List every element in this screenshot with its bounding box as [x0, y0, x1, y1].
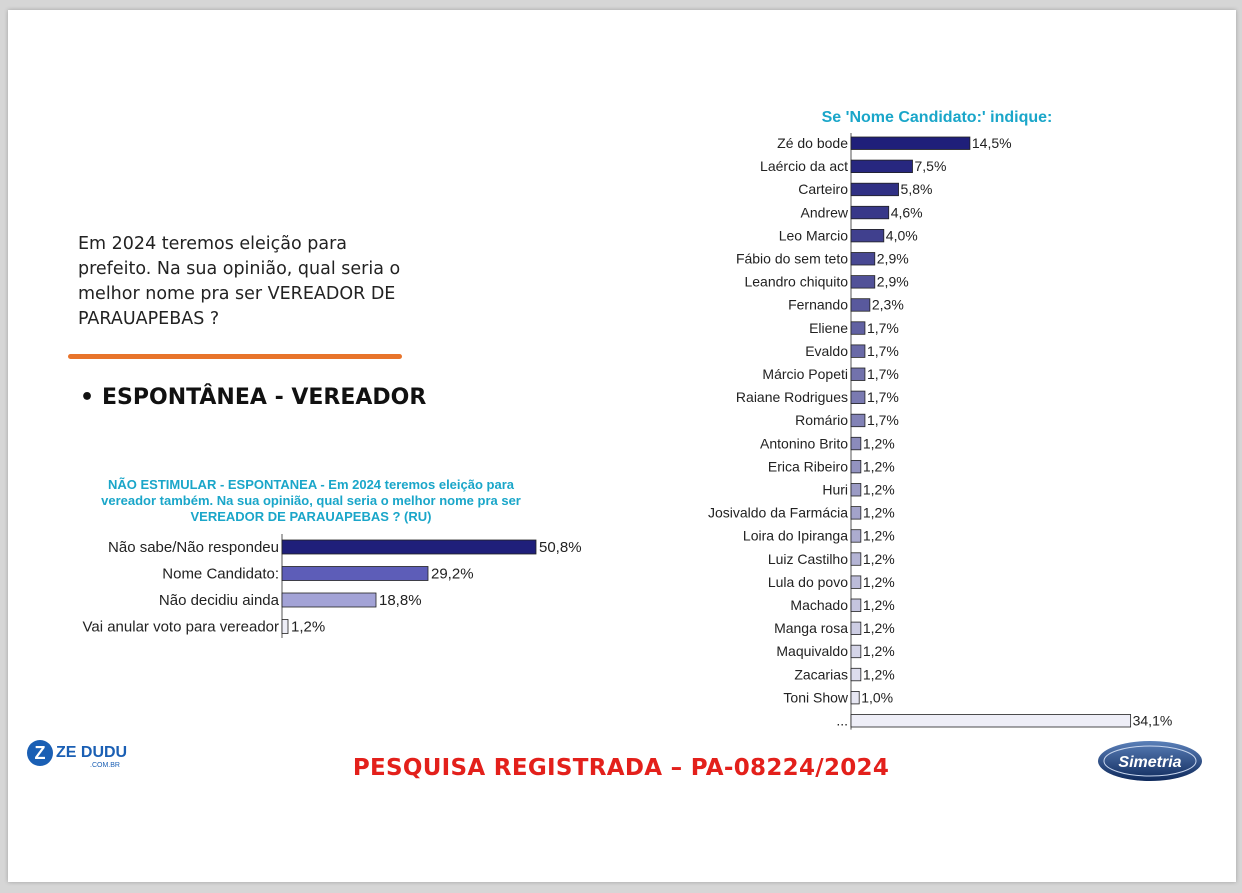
value-label: 1,2%: [862, 643, 895, 660]
bar: [851, 484, 861, 497]
chart-title: Se 'Nome Candidato:' indique:: [821, 109, 1053, 126]
category-label: Loira do Ipiranga: [742, 527, 848, 544]
value-label: 1,7%: [866, 319, 899, 336]
category-label: ...: [836, 712, 848, 729]
category-label: Márcio Popeti: [762, 366, 848, 382]
chart-spontaneous: [30, 472, 630, 642]
value-label: 1,2%: [862, 504, 895, 521]
bar: [851, 368, 865, 381]
value-label: 1,2%: [862, 620, 895, 637]
bar: [851, 183, 899, 196]
value-label: 2,3%: [871, 296, 904, 313]
bar: [282, 540, 536, 554]
value-label: 1,2%: [862, 666, 895, 683]
category-label: Nome Candidato:: [162, 565, 279, 583]
bar: [851, 229, 884, 242]
bar: [851, 137, 970, 150]
bar: [851, 437, 861, 450]
value-label: 1,7%: [866, 412, 899, 429]
category-label: Carteiro: [798, 181, 848, 198]
value-label: 5,8%: [900, 181, 933, 198]
bar: [851, 507, 861, 519]
category-label: Huri: [822, 481, 848, 498]
value-label: 1,2%: [862, 550, 895, 567]
bar: [282, 620, 288, 634]
category-label: Leo Marcio: [778, 227, 848, 244]
category-label: Vai anular voto para vereador: [82, 618, 279, 636]
bar: [851, 299, 870, 312]
category-label: Lula do povo: [767, 573, 848, 590]
value-label: 4,0%: [885, 227, 918, 244]
chart-candidates: [660, 100, 1220, 740]
footer-registration: PESQUISA REGISTRADA – PA-08224/2024: [352, 755, 890, 781]
category-label: Maquivaldo: [776, 643, 848, 660]
category-label: Fábio do sem teto: [735, 250, 848, 267]
value-label: 4,6%: [890, 204, 923, 221]
category-label: Andrew: [800, 204, 848, 221]
category-label: Eliene: [809, 319, 848, 336]
category-label: Laércio da act: [760, 158, 848, 175]
bar: [851, 715, 1131, 728]
value-label: 1,7%: [866, 342, 899, 359]
bar: [851, 322, 865, 335]
category-label: Romário: [795, 412, 848, 429]
value-label: 2,9%: [876, 273, 909, 290]
value-label: 1,2%: [862, 481, 895, 498]
bar: [851, 414, 865, 427]
category-label: Erica Ribeiro: [767, 458, 848, 475]
category-label: Zé do bode: [777, 135, 848, 151]
value-label: 1,7%: [866, 389, 899, 406]
category-label: Josivaldo da Farmácia: [707, 504, 848, 521]
section-label: ESPONTÂNEA - VEREADOR: [102, 385, 427, 410]
bar: [282, 567, 428, 581]
value-label: 1,2%: [862, 573, 895, 590]
chart-title-line: NÃO ESTIMULAR - ESPONTANEA - Em 2024 teremos eleição para: [108, 477, 514, 492]
simetria-text: Simetria: [1118, 754, 1182, 771]
bar: [851, 206, 889, 219]
value-label: 2,9%: [876, 250, 909, 267]
value-label: 1,2%: [862, 597, 895, 613]
bar: [851, 645, 861, 658]
zedudu-text: ZE DUDU: [56, 744, 128, 761]
bar: [851, 691, 859, 704]
value-label: 14,5%: [971, 135, 1012, 151]
bar: [851, 553, 861, 566]
bar: [851, 599, 861, 612]
value-label: 1,2%: [291, 618, 326, 636]
value-label: 7,5%: [914, 158, 947, 175]
bar: [851, 622, 861, 635]
chart-title-line: VEREADOR DE PARAUAPEBAS ? (RU): [190, 509, 432, 524]
category-label: Evaldo: [805, 342, 848, 359]
value-label: 1,2%: [862, 527, 895, 544]
category-label: Toni Show: [783, 689, 848, 706]
category-label: Não sabe/Não respondeu: [108, 539, 279, 556]
value-label: 18,8%: [379, 592, 422, 609]
category-label: Antonino Brito: [760, 435, 848, 452]
bar: [851, 576, 861, 589]
bar: [851, 460, 861, 473]
section-bullet: [80, 385, 426, 410]
category-label: Raiane Rodrigues: [735, 389, 848, 406]
bar: [851, 530, 861, 543]
category-label: Luiz Castilho: [767, 550, 848, 567]
value-label: 1,2%: [862, 435, 895, 452]
value-label: 34,1%: [1132, 712, 1173, 729]
bar: [851, 345, 865, 358]
value-label: 29,2%: [431, 565, 474, 583]
value-label: 1,0%: [861, 689, 894, 706]
category-label: Manga rosa: [774, 620, 848, 637]
chart-title-line: vereador também. Na sua opinião, qual seria o melhor nome pra ser: [101, 493, 521, 508]
value-label: 1,7%: [866, 366, 899, 382]
bar: [851, 276, 875, 289]
category-label: Machado: [790, 597, 848, 613]
bar: [282, 593, 376, 607]
category-label: Fernando: [788, 296, 848, 313]
question-text: Em 2024 teremos eleição para prefeito. Na sua opinião, qual seria o melhor nome pra ser VEREADOR DE PARAUAPEBAS ?: [78, 234, 401, 329]
bar: [851, 160, 913, 173]
svg-text:Z: Z: [34, 743, 46, 763]
category-label: Leandro chiquito: [744, 273, 848, 290]
bar: [851, 391, 865, 404]
value-label: 1,2%: [862, 458, 895, 475]
bar: [851, 253, 875, 266]
zedudu-subtext: .COM.BR: [90, 762, 120, 769]
value-label: 50,8%: [539, 539, 582, 556]
bar: [851, 668, 861, 681]
category-label: Não decidiu ainda: [158, 592, 279, 609]
bullet-icon: •: [80, 385, 95, 410]
orange-divider: [68, 354, 402, 359]
category-label: Zacarias: [794, 666, 848, 683]
